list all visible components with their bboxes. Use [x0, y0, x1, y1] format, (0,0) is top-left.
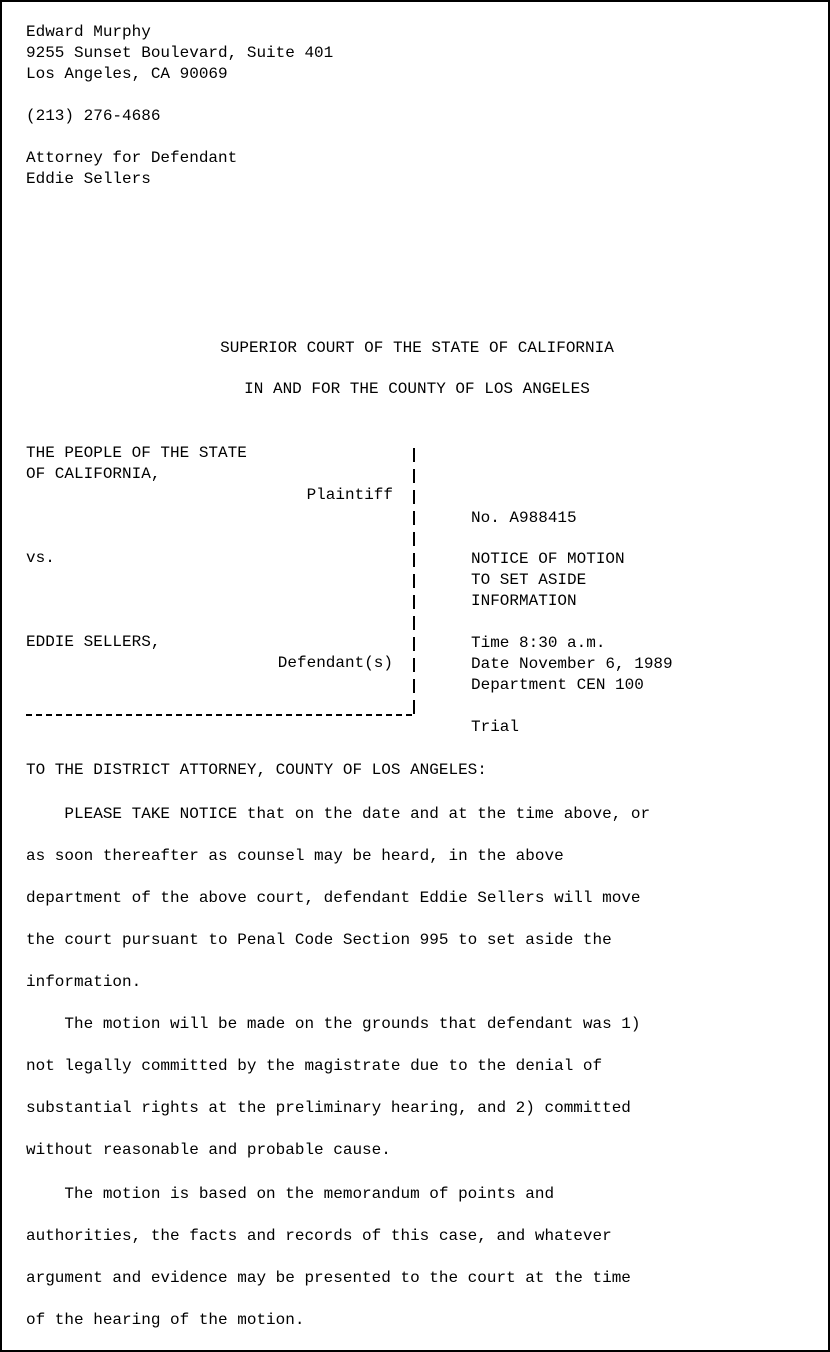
caption-spacer [26, 569, 411, 590]
case-title-line3: INFORMATION [471, 592, 577, 610]
case-number: No. A988415 [471, 509, 577, 527]
case-title-line2: TO SET ASIDE [471, 571, 587, 589]
defendant-label: Defendant(s) [277, 654, 393, 672]
paragraph-3-line: argument and evidence may be presented to the court at the time [26, 1269, 631, 1287]
paragraph-2-line: substantial rights at the preliminary hearing, and 2) committed [26, 1099, 631, 1117]
addressee-line: TO THE DISTRICT ATTORNEY, COUNTY OF LOS ANGELES: [26, 761, 487, 779]
paragraph-1-line: as soon thereafter as counsel may be heard, in the above [26, 847, 564, 865]
hearing-time: Time 8:30 a.m. [471, 634, 606, 652]
paragraph-3-line: of the hearing of the motion. [26, 1311, 305, 1329]
trial-label: Trial [471, 718, 520, 736]
attorney-name: Edward Murphy [26, 23, 151, 41]
paragraph-3-line: authorities, the facts and records of this case, and whatever [26, 1227, 612, 1245]
case-title-line1: NOTICE OF MOTION [471, 550, 625, 568]
attorney-role: Attorney for Defendant [26, 149, 238, 167]
attorney-phone: (213) 276-4686 [26, 107, 161, 125]
paragraph-2-line: without reasonable and probable cause. [26, 1141, 391, 1159]
caption-divider [413, 448, 415, 714]
hearing-date: Date November 6, 1989 [471, 655, 673, 673]
hearing-department: Department CEN 100 [471, 676, 644, 694]
paragraph-1-line: the court pursuant to Penal Code Section 995 to set aside the [26, 931, 612, 949]
caption-spacer [26, 611, 411, 632]
paragraph-1-line: information. [26, 973, 142, 991]
caption-spacer [26, 527, 411, 548]
caption-spacer [26, 590, 411, 611]
attorney-address-line1: 9255 Sunset Boulevard, Suite 401 [26, 44, 334, 62]
paragraph-2-line: The motion will be made on the grounds that defendant was 1) [26, 1015, 641, 1033]
paragraph-1-line: PLEASE TAKE NOTICE that on the date and at the time above, or [26, 805, 651, 823]
defendant-label-row [26, 653, 411, 674]
case-caption-parties [26, 443, 411, 674]
paragraph-2-line: not legally committed by the magistrate due to the denial of [26, 1057, 603, 1075]
paragraph-1-line: department of the above court, defendant Eddie Sellers will move [26, 889, 641, 907]
attorney-client: Eddie Sellers [26, 170, 151, 188]
attorney-address-line2: Los Angeles, CA 90069 [26, 65, 228, 83]
versus-label: vs. [26, 549, 55, 567]
caption-underline [26, 714, 412, 716]
defendant-name: EDDIE SELLERS, [26, 633, 161, 651]
plaintiff-line1: THE PEOPLE OF THE STATE [26, 444, 247, 462]
plaintiff-label-row [26, 485, 411, 506]
paragraph-3-line: The motion is based on the memorandum of points and [26, 1185, 555, 1203]
court-heading-line1: SUPERIOR COURT OF THE STATE OF CALIFORNIA [220, 339, 614, 357]
court-heading-line2: IN AND FOR THE COUNTY OF LOS ANGELES [244, 380, 590, 398]
plaintiff-label: Plaintiff [306, 486, 393, 504]
plaintiff-line2: OF CALIFORNIA, [26, 465, 161, 483]
caption-spacer [26, 506, 411, 527]
